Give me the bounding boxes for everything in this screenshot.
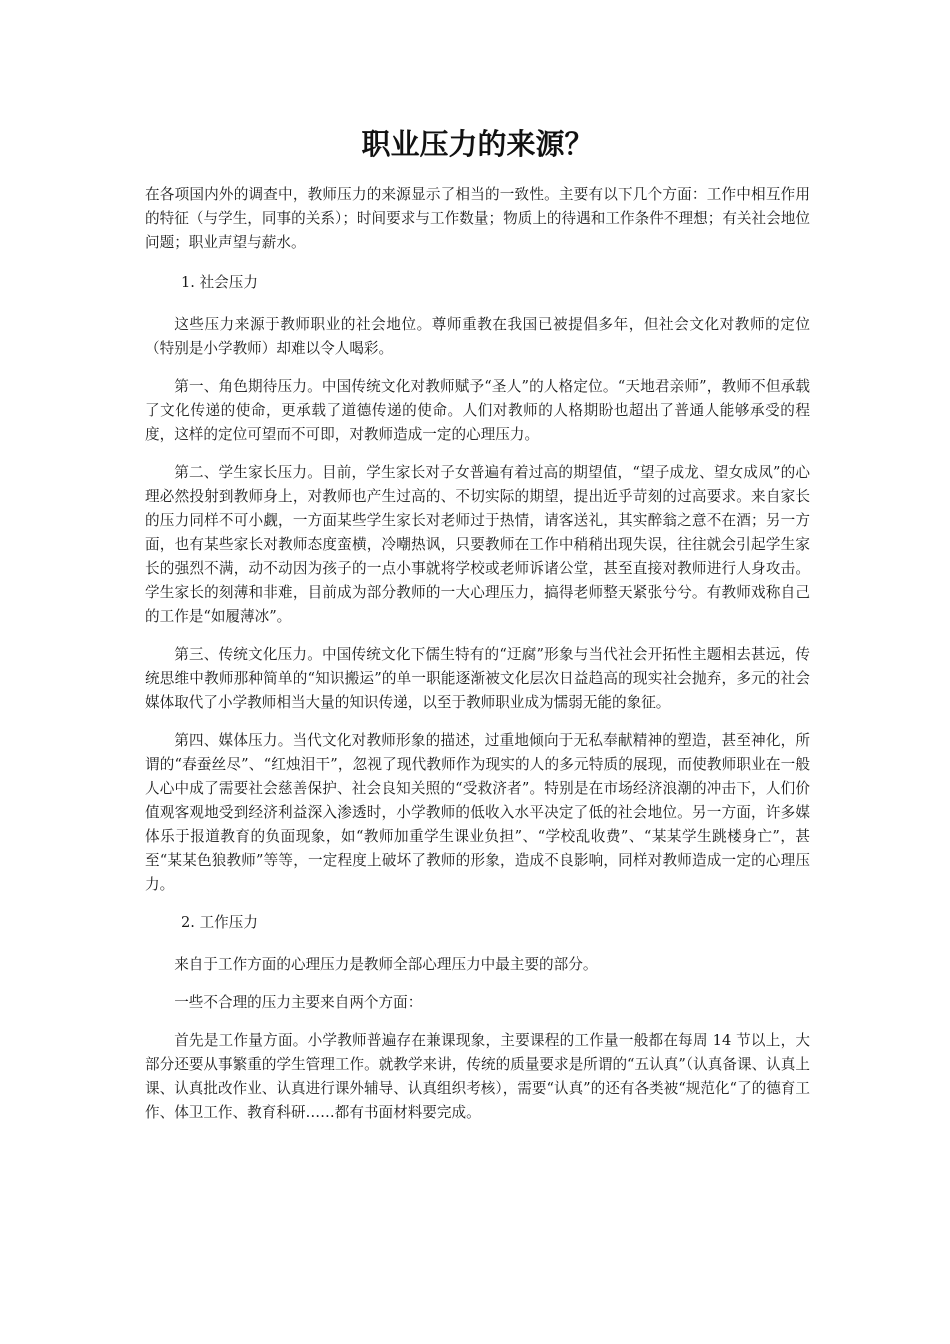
page-title: 职业压力的来源？ — [361, 127, 594, 161]
body-paragraph: 来自于工作方面的心理压力是教师全部心理压力中最主要的部分。 — [174, 956, 598, 973]
body-paragraph: 一些不合理的压力主要来自两个方面： — [174, 994, 423, 1011]
body-paragraph: 第四、媒体压力。当代文化对教师形象的描述，过重地倾向于无私奉献精神的塑造，甚至神化，所谓的“春蚕丝尽”、“红烛泪干”，忽视了现代教师作为现实的人的多元特质的展现，而使教师职业在一般人心中成了需要社会慈善保护、社会良知关照的“受救济者”。特别是在市场经济浪潮的冲击下，人们价值观客观地受到经济利益深入渗透时，小学教师的低收入水平决定了低的社会地位。另一方面，许多媒体乐于报道教育的负面现象，如“教师加重学生课业负担”、“学校乱收费”、“某某学生跳楼身亡”，甚至“某某色狼教师”等等，一定程度上破坏了教师的形象，造成不良影响，同样对教师造成一定的心理压力。 — [145, 732, 810, 893]
body-paragraph: 第一、角色期待压力。中国传统文化对教师赋予“圣人”的人格定位。“天地君亲师”，教师不但承载了文化传递的使命，更承载了道德传递的使命。人们对教师的人格期盼也超出了普通人能够承受的程度，这样的定位可望而不可即，对教师造成一定的心理压力。 — [145, 378, 810, 443]
section-heading: 2. 工作压力 — [181, 914, 258, 931]
body-paragraph: 第二、学生家长压力。目前，学生家长对子女普遍有着过高的期望值，“望子成龙、望女成凤”的心理必然投射到教师身上，对教师也产生过高的、不切实际的期望，提出近乎苛刻的过高要求。来自家长的压力同样不可小觑，一方面某些学生家长对老师过于热情，请客送礼，其实醉翁之意不在酒；另一方面，也有某些家长对教师态度蛮横，冷嘲热讽，只要教师在工作中稍稍出现失误，往往就会引起学生家长的强烈不满，动不动因为孩子的一点小事就将学校或老师诉诸公堂，甚至直接对教师进行人身攻击。学生家长的刻薄和非难，目前成为部分教师的一大心理压力，搞得老师整天紧张兮兮。有教师戏称自己的工作是“如履薄冰”。 — [145, 464, 810, 625]
body-paragraph: 第三、传统文化压力。中国传统文化下儒生特有的“迂腐”形象与当代社会开拓性主题相去甚远，传统思维中教师那种简单的“知识搬运”的单一职能逐渐被文化层次日益趋高的现实社会抛弃，多元的社会媒体取代了小学教师相当大量的知识传递，以至于教师职业成为懦弱无能的象征。 — [145, 646, 810, 711]
body-paragraph: 首先是工作量方面。小学教师普遍存在兼课现象，主要课程的工作量一般都在每周 14 节以上，大部分还要从事繁重的学生管理工作。就教学来讲，传统的质量要求是所谓的“五认真”（认真备课、认真上课、认真批改作业、认真进行课外辅导、认真组织考核），需要“认真”的还有各类被“规范化“了的德育工作、体卫工作、教育科研……都有书面材料要完成。 — [145, 1032, 810, 1121]
body-paragraph: 这些压力来源于教师职业的社会地位。尊师重教在我国已被提倡多年，但社会文化对教师的定位（特别是小学教师）却难以令人喝彩。 — [145, 316, 810, 357]
body-paragraph: 在各项国内外的调查中，教师压力的来源显示了相当的一致性。主要有以下几个方面：工作中相互作用的特征（与学生，同事的关系）；时间要求与工作数量；物质上的待遇和工作条件不理想；有关社会地位问题；职业声望与薪水。 — [145, 186, 810, 251]
document-body — [145, 183, 810, 1139]
section-heading: 1. 社会压力 — [181, 274, 258, 291]
